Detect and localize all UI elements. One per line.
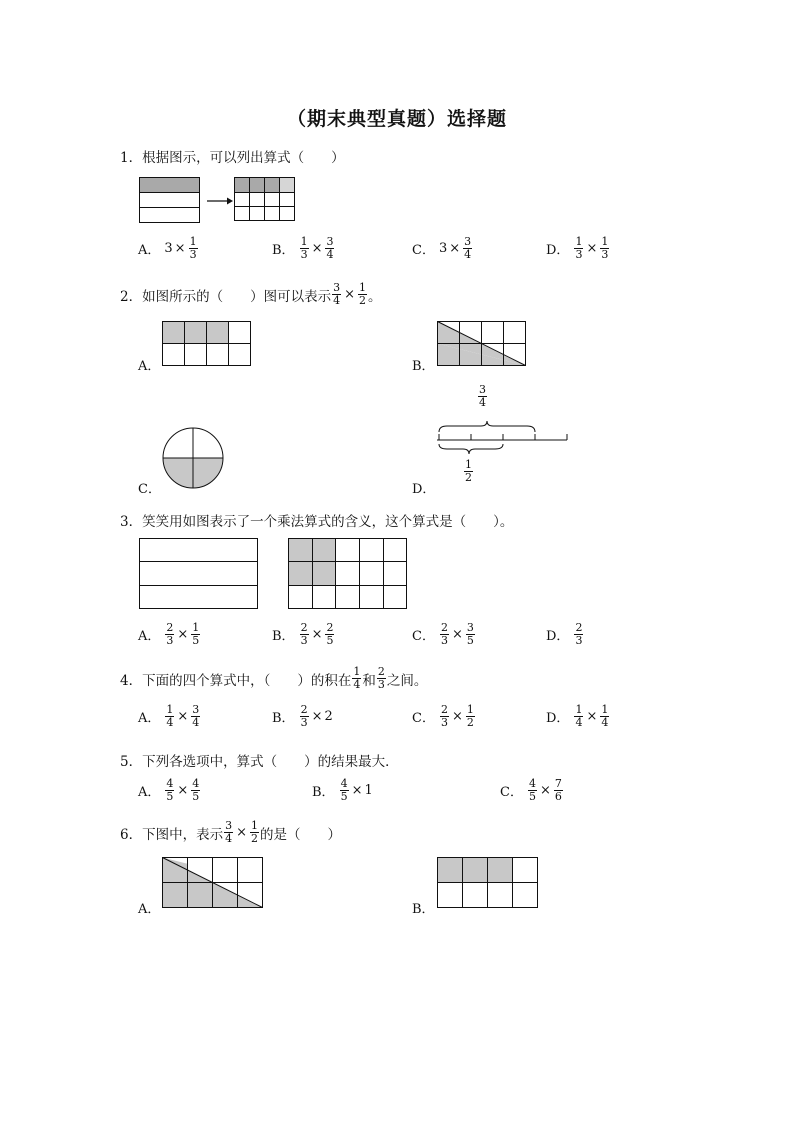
- q1-option-a[interactable]: [138, 236, 199, 261]
- question-1-stem: 1．根据图示，可以列出算式（ ）: [120, 150, 345, 166]
- fraction: $\frac{3}{5}$: [466, 621, 474, 647]
- fraction: $\frac{1}{3}$: [300, 235, 308, 261]
- option-letter: B．: [312, 785, 335, 800]
- fraction: $\frac{3}{4}$: [333, 281, 341, 307]
- fraction: $\frac{3}{4}$: [225, 819, 233, 845]
- fraction: $\frac{1}{3}$: [575, 235, 583, 261]
- fraction: $\frac{2}{5}$: [326, 621, 334, 647]
- fraction: $\frac{1}{4}$: [601, 703, 609, 729]
- fraction: $\frac{1}{2}$: [251, 819, 258, 845]
- option-letter: C．: [412, 629, 435, 644]
- number: 3: [164, 241, 173, 256]
- fraction: $\frac{2}{3}$: [166, 621, 174, 647]
- option-letter: D．: [546, 243, 570, 258]
- page-title: （期末典型真题）选择题: [286, 108, 507, 130]
- q2-option-b-label[interactable]: B．: [412, 359, 435, 374]
- q5-option-b[interactable]: [312, 778, 373, 803]
- q2-option-a-label[interactable]: A．: [138, 359, 161, 374]
- fraction: $\frac{1}{4}$: [166, 703, 174, 729]
- operator: ×: [311, 241, 323, 256]
- q1-figure: [139, 177, 299, 225]
- q6-figure-a[interactable]: [162, 857, 266, 911]
- option-letter: D．: [546, 629, 570, 644]
- q5-option-a[interactable]: [138, 778, 201, 803]
- q2-figure-b[interactable]: [437, 321, 529, 369]
- q5-option-c[interactable]: [500, 778, 564, 803]
- fraction: $\frac{2}{3}$: [377, 665, 385, 691]
- operator: ×: [539, 783, 551, 798]
- fraction: $\frac{1}{5}$: [192, 621, 200, 647]
- q3-option-d[interactable]: [546, 622, 584, 647]
- fraction: $\frac{4}{5}$: [166, 777, 174, 803]
- q2-option-c-label[interactable]: C．: [138, 482, 161, 497]
- operator: ×: [177, 709, 189, 724]
- question-5-stem: 5．下列各选项中，算式（ ）的结果最大．: [120, 754, 399, 770]
- option-letter: A．: [138, 629, 161, 644]
- operator: ×: [311, 627, 323, 642]
- question-3-stem: 3．笑笑用如图表示了一个乘法算式的含义，这个算式是（ ）。: [120, 514, 514, 530]
- q2-d-top-fraction: $\frac{3}{4}$: [479, 383, 486, 409]
- operator: ×: [449, 241, 461, 256]
- fraction: $\frac{1}{2}$: [359, 281, 366, 307]
- arrow-icon: [207, 198, 233, 205]
- fraction: $\frac{4}{5}$: [192, 777, 200, 803]
- operator: ×: [177, 627, 189, 642]
- question-6-stem: 6．下图中，表示 $\frac{3}{4}$ × $\frac{1}{2}$ 的是（ ）: [120, 819, 341, 845]
- q6-option-b-label[interactable]: B．: [412, 902, 435, 917]
- q4-option-a[interactable]: [138, 704, 201, 729]
- option-letter: C．: [412, 711, 435, 726]
- fraction: $\frac{7}{6}$: [554, 777, 562, 803]
- fraction: $\frac{1}{4}$: [353, 665, 361, 691]
- fraction: $\frac{2}{3}$: [575, 621, 583, 647]
- fraction: $\frac{3}{4}$: [326, 235, 334, 261]
- operator: ×: [174, 241, 186, 256]
- q4-option-b[interactable]: [272, 704, 333, 729]
- option-letter: B．: [272, 629, 295, 644]
- question-4-stem: 4．下面的四个算式中，（ ）的积在 $\frac{1}{4}$ 和 $\frac{2}{3}$ 之间。: [120, 665, 428, 691]
- number: 2: [324, 709, 333, 724]
- q6-option-a-label[interactable]: A．: [138, 902, 161, 917]
- number: 1: [364, 783, 373, 798]
- q3-option-a[interactable]: [138, 622, 201, 647]
- q4-option-d[interactable]: [546, 704, 610, 729]
- q1-option-c[interactable]: [412, 236, 473, 261]
- question-2-stem: 2．如图所示的（ ）图可以表示 $\frac{3}{4}$ × $\frac{1}{2}$ 。: [120, 281, 382, 307]
- q2-figure-d[interactable]: [437, 418, 571, 458]
- option-letter: C．: [500, 785, 523, 800]
- fraction: $\frac{3}{4}$: [464, 235, 472, 261]
- option-letter: A．: [138, 243, 161, 258]
- operator: ×: [451, 709, 463, 724]
- operator: ×: [451, 627, 463, 642]
- number: 3: [438, 241, 448, 256]
- fraction: $\frac{4}{5}$: [528, 777, 536, 803]
- option-letter: B．: [272, 243, 295, 258]
- q3-option-c[interactable]: [412, 622, 476, 647]
- option-letter: D．: [546, 711, 570, 726]
- q4-option-c[interactable]: [412, 704, 476, 729]
- fraction: $\frac{2}{3}$: [300, 703, 308, 729]
- q1-left-shaded-row: [140, 178, 200, 193]
- fraction: $\frac{1}{3}$: [189, 235, 197, 261]
- option-letter: B．: [272, 711, 295, 726]
- q6-figure-b[interactable]: [437, 857, 541, 911]
- operator: ×: [586, 709, 598, 724]
- fraction: $\frac{3}{4}$: [192, 703, 200, 729]
- q2-figure-c[interactable]: [162, 427, 226, 491]
- operator: ×: [177, 783, 189, 798]
- option-letter: A．: [138, 711, 161, 726]
- q2-option-d-label[interactable]: D．: [412, 482, 436, 497]
- fraction: $\frac{2}{3}$: [440, 621, 448, 647]
- fraction: $\frac{2}{3}$: [300, 621, 308, 647]
- q1-option-b[interactable]: [272, 236, 335, 261]
- fraction: $\frac{4}{5}$: [340, 777, 348, 803]
- q3-option-b[interactable]: [272, 622, 335, 647]
- operator: ×: [311, 709, 323, 724]
- option-letter: C．: [412, 243, 435, 258]
- fraction: $\frac{1}{2}$: [466, 703, 474, 729]
- fraction: $\frac{1}{4}$: [575, 703, 583, 729]
- q3-figure: [139, 538, 411, 612]
- option-letter: A．: [138, 785, 161, 800]
- fraction: $\frac{1}{3}$: [601, 235, 609, 261]
- operator: ×: [586, 241, 598, 256]
- q2-d-bottom-fraction: $\frac{1}{2}$: [465, 458, 472, 484]
- q2-figure-a[interactable]: [162, 321, 254, 369]
- q1-option-d[interactable]: [546, 236, 610, 261]
- operator: ×: [351, 783, 363, 798]
- fraction: $\frac{2}{3}$: [440, 703, 448, 729]
